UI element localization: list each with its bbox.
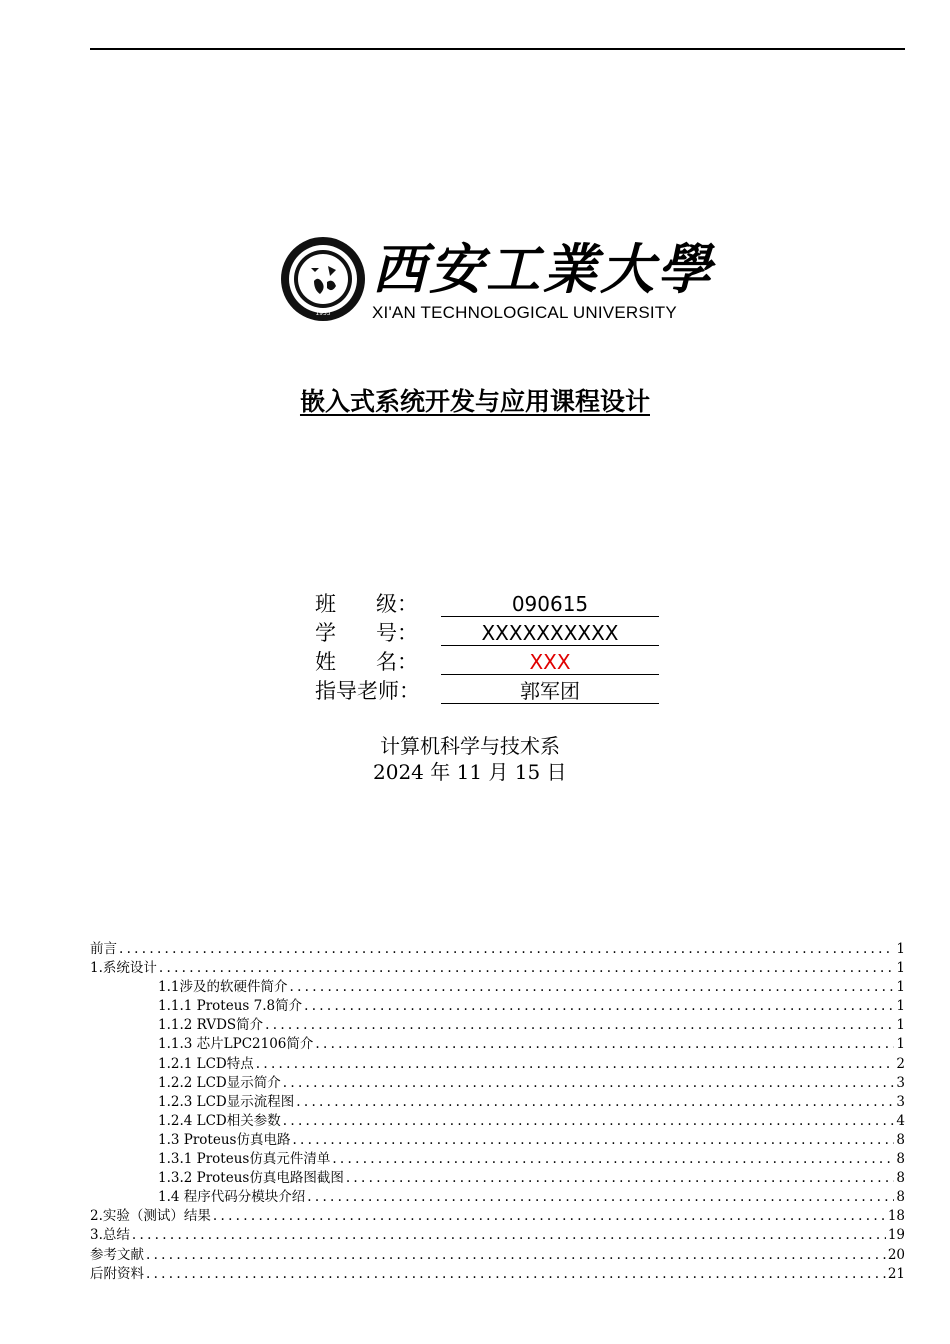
date: 2024 年 11 月 15 日 bbox=[373, 760, 567, 784]
toc-entry[interactable] bbox=[90, 1226, 905, 1245]
toc-entry-page: 3 bbox=[896, 1074, 905, 1091]
toc-entry-title: 1.3 Proteus仿真电路 bbox=[158, 1131, 291, 1148]
toc-entry[interactable] bbox=[90, 1055, 905, 1074]
student-id-label: 学 号： bbox=[315, 621, 419, 645]
toc-entry-page: 4 bbox=[896, 1112, 905, 1129]
toc-entry[interactable] bbox=[90, 1150, 905, 1169]
toc-entry-page: 1 bbox=[896, 960, 905, 977]
toc-leader-dots bbox=[283, 1112, 895, 1131]
toc-entry-page: 19 bbox=[887, 1227, 905, 1244]
toc-entry[interactable] bbox=[90, 997, 905, 1016]
toc-leader-dots bbox=[292, 1131, 894, 1150]
course-title: 嵌入式系统开发与应用课程设计 bbox=[299, 387, 650, 416]
toc-entry-page: 1 bbox=[896, 979, 905, 996]
toc-leader-dots bbox=[332, 1150, 894, 1169]
toc-leader-dots bbox=[307, 1188, 894, 1207]
toc-entry-title: 1.1涉及的软硬件简介 bbox=[158, 979, 288, 996]
toc-leader-dots bbox=[265, 1016, 894, 1035]
toc-entry-title: 后附资料 bbox=[90, 1265, 144, 1282]
toc-entry-page: 1 bbox=[896, 1036, 905, 1053]
toc-entry[interactable] bbox=[90, 1016, 905, 1035]
university-seal-icon bbox=[280, 236, 366, 322]
info-row-class bbox=[315, 590, 660, 619]
student-info bbox=[315, 590, 660, 706]
toc-entry[interactable] bbox=[90, 1188, 905, 1207]
toc-leader-dots bbox=[132, 1226, 886, 1245]
toc-leader-dots bbox=[146, 1246, 886, 1265]
toc-entry-title: 1.2.1 LCD特点 bbox=[158, 1055, 254, 1072]
info-row-name bbox=[315, 648, 660, 677]
toc-entry-title: 1.1.1 Proteus 7.8简介 bbox=[158, 998, 303, 1015]
class-value: 090615 bbox=[441, 590, 659, 617]
university-name-cn: 西安工業大學 bbox=[372, 237, 714, 301]
university-name-en: XI'AN TECHNOLOGICAL UNIVERSITY bbox=[372, 303, 677, 322]
svg-text:1955: 1955 bbox=[315, 310, 331, 317]
toc-leader-dots bbox=[213, 1207, 886, 1226]
toc-entry-page: 20 bbox=[887, 1246, 905, 1263]
toc-entry[interactable] bbox=[90, 1035, 905, 1054]
toc-entry-title: 1.2.3 LCD显示流程图 bbox=[158, 1093, 295, 1110]
department: 计算机科学与技术系 bbox=[380, 734, 560, 758]
toc-entry-page: 2 bbox=[896, 1055, 905, 1072]
toc-leader-dots bbox=[256, 1055, 895, 1074]
info-row-student-id bbox=[315, 619, 660, 648]
toc-entry-page: 1 bbox=[896, 1017, 905, 1034]
toc-entry-title: 2.实验（测试）结果 bbox=[90, 1208, 211, 1225]
university-logo bbox=[280, 236, 720, 326]
toc-entry-title: 1.3.2 Proteus仿真电路图截图 bbox=[158, 1170, 344, 1187]
toc-entry-title: 1.1.2 RVDS简介 bbox=[158, 1017, 264, 1034]
toc-entry-page: 18 bbox=[887, 1208, 905, 1225]
toc-entry-title: 3.总结 bbox=[90, 1227, 130, 1244]
toc-leader-dots bbox=[283, 1074, 895, 1093]
advisor-label: 指导老师： bbox=[315, 679, 420, 703]
toc-entry-title: 1.2.2 LCD显示简介 bbox=[158, 1074, 281, 1091]
toc-leader-dots bbox=[159, 959, 895, 978]
toc-entry-title: 1.系统设计 bbox=[90, 960, 157, 977]
toc-entry[interactable] bbox=[90, 978, 905, 997]
table-of-contents bbox=[90, 940, 905, 1284]
toc-entry-page: 8 bbox=[896, 1131, 905, 1148]
toc-entry[interactable] bbox=[90, 1169, 905, 1188]
toc-entry-title: 1.4 程序代码分模块介绍 bbox=[158, 1189, 306, 1206]
toc-entry-page: 8 bbox=[896, 1189, 905, 1206]
toc-entry[interactable] bbox=[90, 1207, 905, 1226]
toc-entry[interactable] bbox=[90, 959, 905, 978]
toc-leader-dots bbox=[346, 1169, 895, 1188]
toc-entry[interactable] bbox=[90, 1112, 905, 1131]
toc-entry[interactable] bbox=[90, 1131, 905, 1150]
toc-entry-title: 前言 bbox=[90, 941, 117, 957]
toc-entry[interactable] bbox=[90, 940, 905, 959]
toc-leader-dots bbox=[119, 940, 894, 959]
info-row-advisor bbox=[315, 677, 660, 706]
name-label: 姓 名： bbox=[315, 650, 419, 674]
toc-entry-page: 8 bbox=[896, 1170, 905, 1187]
toc-leader-dots bbox=[146, 1265, 886, 1284]
toc-entry-title: 1.1.3 芯片LPC2106简介 bbox=[158, 1036, 314, 1053]
toc-entry[interactable] bbox=[90, 1265, 905, 1284]
toc-leader-dots bbox=[304, 997, 894, 1016]
toc-leader-dots bbox=[315, 1035, 894, 1054]
toc-entry[interactable] bbox=[90, 1093, 905, 1112]
toc-leader-dots bbox=[289, 978, 894, 997]
toc-entry-title: 参考文献 bbox=[90, 1246, 144, 1263]
toc-entry[interactable] bbox=[90, 1074, 905, 1093]
toc-entry-page: 8 bbox=[896, 1151, 905, 1168]
toc-entry-title: 1.2.4 LCD相关参数 bbox=[158, 1112, 281, 1129]
toc-leader-dots bbox=[296, 1093, 894, 1112]
toc-entry-title: 1.3.1 Proteus仿真元件清单 bbox=[158, 1151, 331, 1168]
toc-entry-page: 1 bbox=[896, 941, 905, 957]
toc-entry-page: 3 bbox=[896, 1093, 905, 1110]
advisor-value: 郭军团 bbox=[441, 677, 659, 704]
student-id-value: XXXXXXXXXX bbox=[441, 619, 659, 646]
toc-entry-page: 1 bbox=[896, 998, 905, 1015]
header-rule bbox=[90, 48, 905, 50]
toc-entry-page: 21 bbox=[887, 1265, 905, 1282]
class-label: 班 级： bbox=[315, 592, 419, 616]
name-value: XXX bbox=[441, 648, 659, 675]
toc-entry[interactable] bbox=[90, 1246, 905, 1265]
